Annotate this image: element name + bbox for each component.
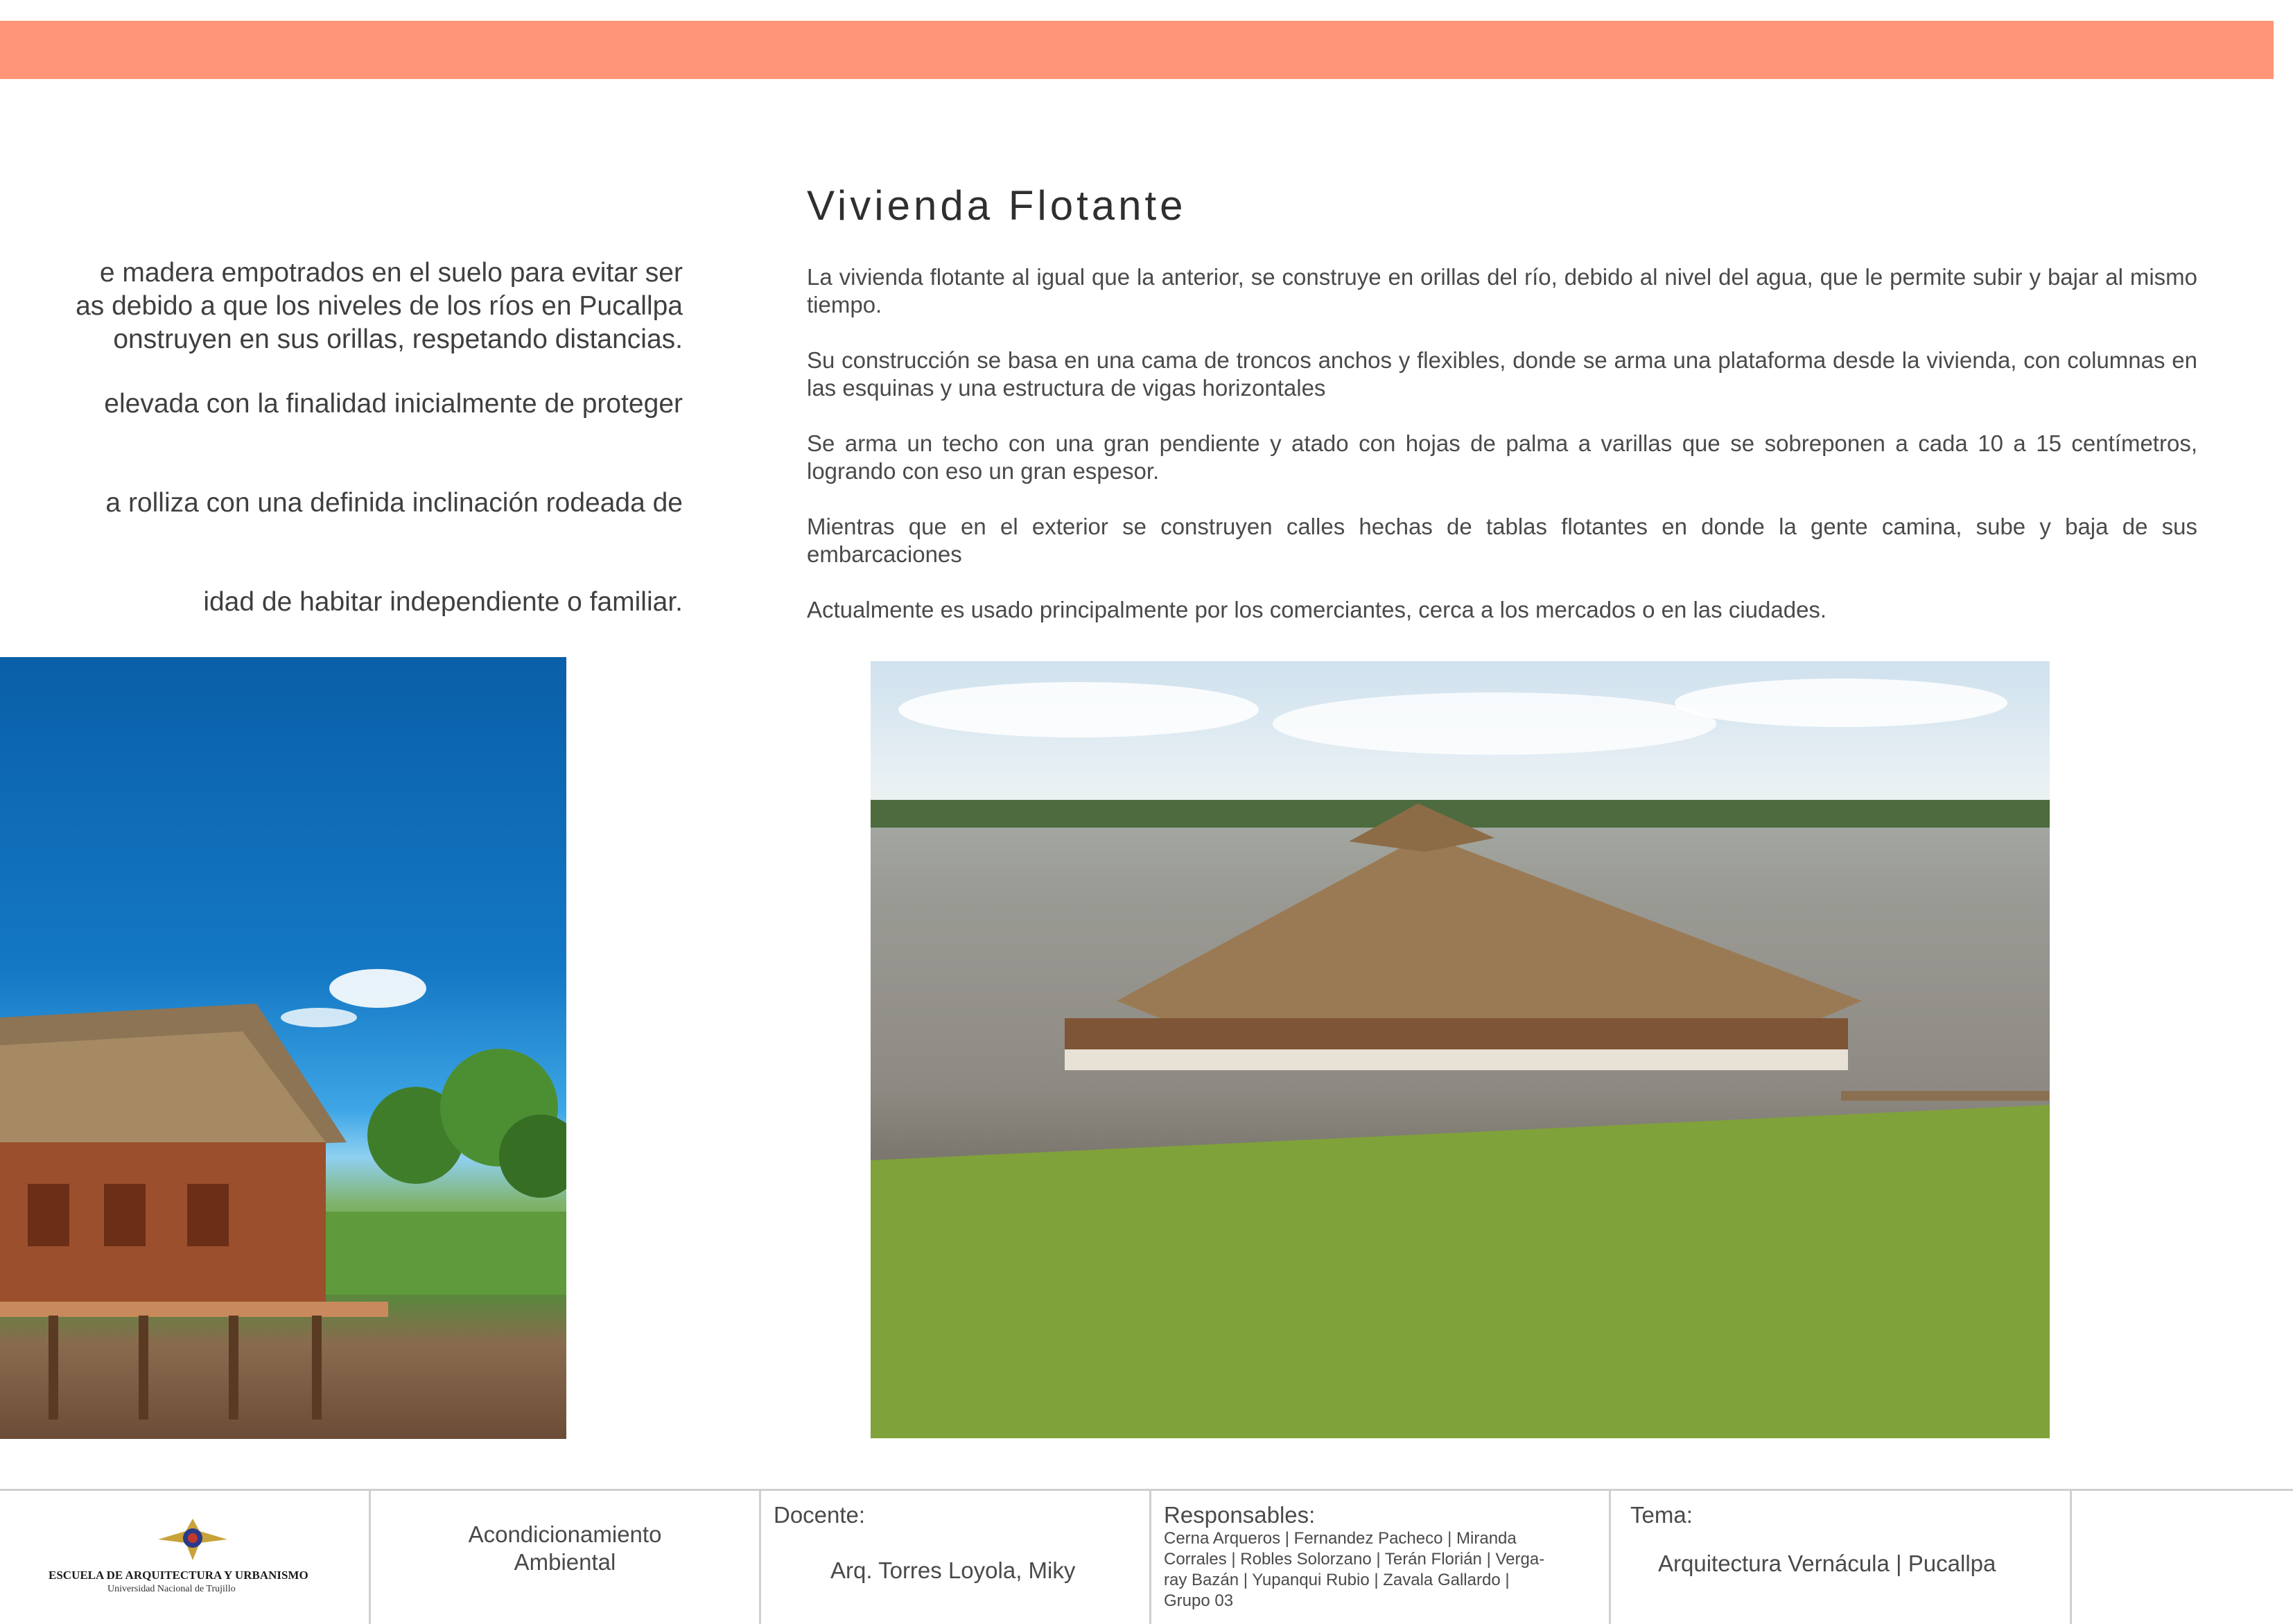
section-title: Vivienda Flotante [807,182,1187,229]
footer-tema-cell [1611,1491,2072,1624]
university-name: Universidad Nacional de Trujillo [107,1584,236,1594]
responsables-label: Responsables: [1164,1502,1316,1528]
left-text-line: as debido a que los niveles de los ríos en Pucallpa [76,291,683,321]
left-text-line: elevada con la finalidad inicialmente de proteger [104,389,683,419]
docente-label: Docente: [774,1502,866,1528]
responsables-list [1164,1528,1544,1612]
docente-value: Arq. Torres Loyola, Miky [830,1557,1076,1583]
left-text-column [0,256,683,619]
left-text-line: idad de habitar independiente o familiar. [203,587,683,617]
left-text-line: onstruyen en sus orillas, respetando distancias. [113,324,683,354]
course-line-1: Acondicionamiento [468,1521,662,1547]
school-name: ESCUELA DE ARQUITECTURA Y URBANISMO [49,1569,308,1582]
school-logo-icon [151,1512,234,1567]
body-paragraph: Mientras que en el exterior se construyen calles hechas de tablas flotantes en donde la gente camina, sube y baja de sus embarcaciones [807,514,2197,567]
footer-course-cell [371,1491,761,1624]
body-paragraph: Se arma un techo con una gran pendiente y atado con hojas de palma a varillas que se sobreponen a cada 10 a 15 centímetros, logrando con eso un gran espesor. [807,430,2197,484]
footer-logo-cell [0,1491,371,1624]
tema-value: Arquitectura Vernácula | Pucallpa [1658,1551,1996,1576]
body-paragraph: La vivienda flotante al igual que la anterior, se construye en orillas del río, debido al nivel del agua, que le permite subir y bajar al mismo tiempo. [807,264,2197,317]
responsables-line: Corrales | Robles Solorzano | Terán Florián | Verga- [1164,1550,1545,1569]
tema-label: Tema: [1630,1502,1693,1528]
footer-responsables-cell [1151,1491,1611,1624]
responsables-line: Cerna Arqueros | Fernandez Pacheco | Miranda [1164,1529,1517,1548]
left-text-line: e madera empotrados en el suelo para evitar ser [99,258,683,288]
stilt-house-photo [0,657,566,1439]
header-accent-band [0,21,2274,79]
body-paragraph: Su construcción se basa en una cama de troncos anchos y flexibles, donde se arma una plataforma desde la vivienda, con columnas en las esquinas y una estructura de vigas horizontales [807,347,2197,401]
footer-title-block [0,1489,2293,1624]
floating-house-photo [871,661,2050,1438]
responsables-line: Grupo 03 [1164,1591,1234,1610]
body-paragraph: Actualmente es usado principalmente por los comerciantes, cerca a los mercados o en las ciudades. [807,597,1827,622]
section-body [807,263,2197,652]
course-line-2: Ambiental [514,1549,616,1575]
left-text-line: a rolliza con una definida inclinación rodeada de [105,488,683,518]
footer-docente-cell [761,1491,1151,1624]
responsables-line: ray Bazán | Yupanqui Rubio | Zavala Gallardo | [1164,1571,1510,1589]
